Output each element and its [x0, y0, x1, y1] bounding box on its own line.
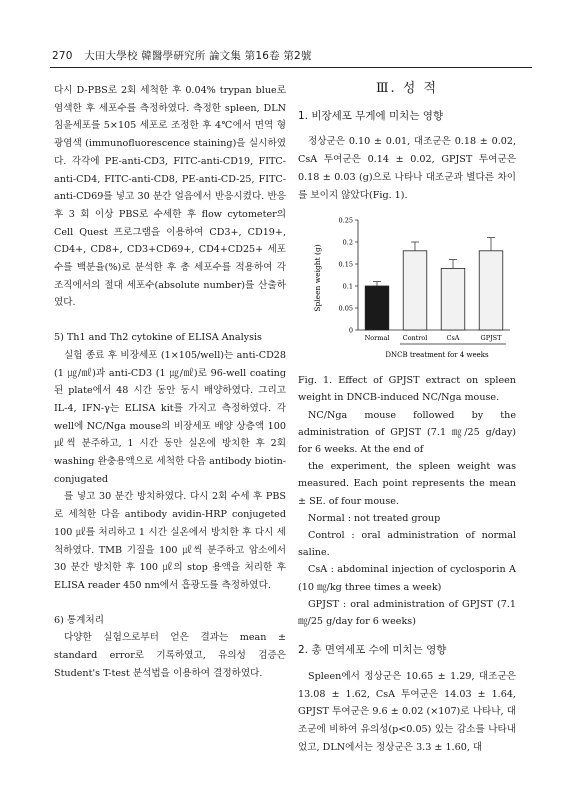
paragraph-elisa-2: 를 넣고 30 분간 방치하였다. 다시 2회 수세 후 PBS로 세척한 다음 antibody avidin-HRP conjugeted 100 ㎕를 처리하고 1 시간 실온에서 방치한 후 다시 세척하였다. TMB 기질을 100 ㎕씩 분주하고 암소에서 30 분간 방치한 후 100 ㎕의 stop 용액을 처리한 후 ELISA reader 450 nm에서 흡광도를 측정하였다. — [54, 491, 286, 591]
x-tick-label-control: Control — [402, 334, 428, 343]
left-column — [54, 82, 286, 683]
header-rule — [50, 67, 532, 68]
paragraph-spleen-weight: 정상군은 0.10 ± 0.01, 대조군은 0.18 ± 0.02, CsA 투여군은 0.14 ± 0.02, GPJST 투여군은 0.18 ± 0.03 (g)으로 나타나 대조군과 별다른 차이를 보이지 않았다(Fig. 1). — [298, 136, 516, 201]
bar-csa — [441, 269, 465, 331]
caption-csa: CsA : abdominal injection of cyclosporin A (10 ㎎/kg three times a week) — [298, 564, 516, 593]
caption-normal: Normal : not treated group — [308, 512, 441, 524]
subhead-spleen-weight: 1. 비장세포 무게에 미치는 영향 — [298, 109, 444, 122]
journal-title: 大田大學校 韓醫學硏究所 論文集 第16卷 第2號 — [84, 50, 312, 62]
spleen-weight-chart — [298, 212, 516, 362]
paragraph-immune-cells: Spleen에서 정상군은 10.65 ± 1.29, 대조군은 13.08 ± 1.62, CsA 투여군은 14.03 ± 1.64, GPJST 투여군은 9.6 ± 0.02 (×107)로 나타나, 대조군에 비하여 유의성(p<0.05) 있는 감소를 나타내었고, DLN에서는 정상군은 3.3 ± 1.60, 대 — [298, 670, 516, 753]
y-tick-label-3: 0.15 — [338, 260, 353, 269]
x-tick-label-gpjst: GPJST — [480, 334, 502, 343]
caption-title: Fig. 1. Effect of GPJST extract on spleen weight in DNCB-induced NC/Nga mouse. — [298, 375, 516, 404]
subhead-immune-cells: 2. 총 면역세포 수에 미치는 영향 — [298, 644, 447, 657]
bar-normal — [365, 286, 389, 330]
page-number: 270 — [52, 50, 73, 62]
caption-gpjst: GPJST : oral administration of GPJST (7.1 ㎎/25 g/day for 6 weeks) — [298, 598, 516, 628]
caption-line-2: NC/Nga mouse followed by the administration of GPJST (7.1 ㎎/25 g/day) for 6 weeks. At the end of — [298, 409, 516, 456]
bar-gpjst — [479, 251, 503, 330]
x-tick-label-normal: Normal — [364, 334, 390, 343]
paragraph-elisa-1: 실험 종료 후 비장세포 (1×105/well)는 anti-CD28 (1 ㎍/㎖)과 anti-CD3 (1 ㎍/㎖)로 96-well coating된 plate에서 48 시간 동안 동시 배양하였다. 그리고 IL-4, IFN-γ는 ELISA kit를 가지고 측정하였다. 각 well에 NC/Nga mouse의 비장세포 배양 상층액 100 ㎕씩 분주하고, 1 시간 동안 실온에 방치한 후 2회 washing 완충용액으로 세척한 다음 antibody biotin-conjugated — [54, 349, 286, 485]
subhead-elisa: 5) Th1 and Th2 cytokine of ELISA Analysis — [54, 332, 262, 344]
y-tick-label-5: 0.25 — [338, 216, 353, 225]
figure-1 — [298, 212, 516, 362]
paragraph-statistics: 다양한 실험으로부터 얻은 결과는 mean ± standard error로 기록하였고, 유의성 검증은 Student's T-test 분석법을 이용하여 결정하였다. — [54, 632, 286, 679]
y-tick-label-4: 0.2 — [342, 238, 353, 247]
subhead-statistics: 6) 통계처리 — [54, 614, 104, 626]
y-tick-label-0: 0 — [348, 326, 353, 335]
caption-control: Control : oral administration of normal saline. — [298, 530, 516, 559]
y-axis-label: Spleen weight (g) — [313, 244, 322, 312]
bar-control — [403, 251, 427, 330]
y-tick-label-2: 0.1 — [342, 282, 353, 291]
x-tick-label-csa: CsA — [446, 334, 460, 343]
section-title-results: Ⅲ. 성 적 — [375, 81, 439, 96]
y-tick-label-1: 0.05 — [338, 304, 353, 313]
x-axis-label: DNCB treatment for 4 weeks — [385, 351, 489, 360]
caption-line-3: the experiment, the spleen weight was measured. Each point represents the mean ± SE. of four mouse. — [298, 461, 516, 507]
figure-caption — [298, 372, 516, 630]
running-header — [52, 48, 532, 64]
paragraph-immunofluorescence: 다시 D-PBS로 2회 세척한 후 0.04% trypan blue로 염색한 후 세포수를 측정하였다. 측정한 spleen, DLN 침윤세포를 5×105 세포로 조정한 후 4℃에서 면역 형광염색 (immunofluorescence staining)을 실시하였다. 각각에 PE-anti-CD3, FITC-anti-CD19, FITC-anti-CD4, FITC-anti-CD8, PE-anti-CD-25, FITC-anti-CD69를 넣고 30 분간 얼음에서 반응시켰다. 반응 후 3 회 이상 PBS로 수세한 후 flow cytometer의 Cell Quest 프로그램을 이용하여 CD3+, CD19+, CD4+, CD8+, CD3+CD69+, CD4+CD25+ 세포수를 백분율(%)로 분석한 후 총 세포수를 적용하여 각 조직에서의 절대 세포수(absolute number)를 산출하였다. — [54, 85, 286, 309]
right-column — [298, 82, 516, 756]
